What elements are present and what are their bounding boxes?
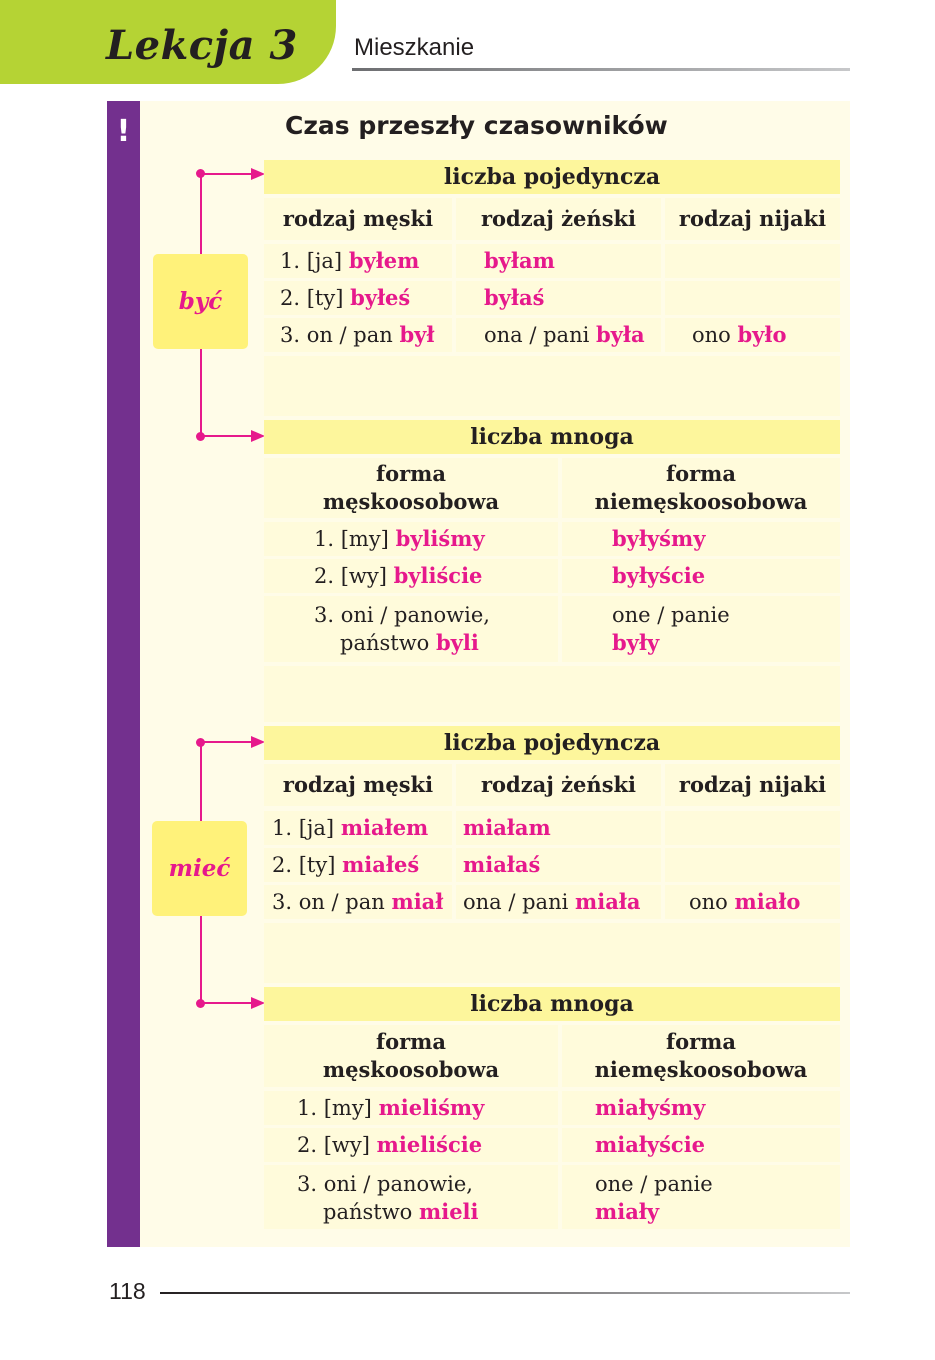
verb-label-miec: mieć <box>152 821 247 916</box>
connector-line <box>200 435 252 437</box>
column-header-masculine: rodzaj męski <box>264 198 452 240</box>
arrow-icon <box>251 430 265 442</box>
connector-line <box>200 1002 252 1004</box>
table-header-singular: liczba pojedyncza <box>264 160 840 194</box>
table-cell: miałam <box>456 811 661 845</box>
table-cell <box>665 811 840 845</box>
column-header-feminine: rodzaj żeński <box>456 764 661 806</box>
table-cell: one / panie były <box>562 596 840 662</box>
grammar-box-sidebar <box>107 101 140 1247</box>
column-header-non-masculine-personal: forma niemęskoosobowa <box>562 458 840 518</box>
table-cell: ona / pani była <box>456 318 661 352</box>
grammar-box-title: Czas przeszły czasowników <box>285 111 668 140</box>
arrow-icon <box>251 736 265 748</box>
table-cell: byłam <box>456 244 661 278</box>
table-cell: 2. [ty] miałeś <box>264 848 452 882</box>
table-cell: 1. [my] byliśmy <box>264 522 558 556</box>
table-cell: byłyście <box>562 559 840 593</box>
connector-line <box>200 173 252 175</box>
table-cell: 3. on / pan był <box>264 318 452 352</box>
table-cell: 2. [ty] byłeś <box>264 281 452 315</box>
table-cell <box>665 848 840 882</box>
table-cell: 3. on / pan miał <box>264 885 452 919</box>
page-number: 118 <box>109 1278 146 1304</box>
column-header-feminine: rodzaj żeński <box>456 198 661 240</box>
column-header-masculine-personal: forma męskoosobowa <box>264 458 558 518</box>
arrow-icon <box>251 168 265 180</box>
column-header-non-masculine-personal: forma niemęskoosobowa <box>562 1025 840 1087</box>
table-cell: 1. [ja] miałem <box>264 811 452 845</box>
table-cell: ono miało <box>665 885 840 919</box>
table-cell: 2. [wy] mieliście <box>264 1128 558 1162</box>
table-cell: 3. oni / panowie, państwo byli <box>264 596 558 662</box>
table-cell: one / panie miały <box>562 1165 840 1229</box>
table-cell: byłyśmy <box>562 522 840 556</box>
table-cell: ono było <box>665 318 840 352</box>
chapter-underline <box>352 68 850 71</box>
table-header-singular: liczba pojedyncza <box>264 726 840 760</box>
lesson-title: Lekcja 3 <box>106 22 298 69</box>
table-cell <box>665 244 840 278</box>
footer-line <box>160 1292 850 1294</box>
table-spacer <box>264 923 840 983</box>
table-cell: byłaś <box>456 281 661 315</box>
verb-label-byc: być <box>153 254 248 349</box>
table-cell <box>665 281 840 315</box>
chapter-title: Mieszkanie <box>354 34 475 61</box>
table-header-plural: liczba mnoga <box>264 987 840 1021</box>
connector-line <box>200 741 252 743</box>
table-cell: ona / pani miała <box>456 885 661 919</box>
table-spacer <box>264 666 840 722</box>
column-header-masculine: rodzaj męski <box>264 764 452 806</box>
column-header-masculine-personal: forma męskoosobowa <box>264 1025 558 1087</box>
table-spacer <box>264 356 840 416</box>
table-header-plural: liczba mnoga <box>264 420 840 454</box>
table-cell: 1. [ja] byłem <box>264 244 452 278</box>
column-header-neuter: rodzaj nijaki <box>665 764 840 806</box>
table-cell: 3. oni / panowie, państwo mieli <box>264 1165 558 1229</box>
table-cell: 1. [my] mieliśmy <box>264 1091 558 1125</box>
exclamation-icon: ! <box>116 114 131 149</box>
table-cell: 2. [wy] byliście <box>264 559 558 593</box>
arrow-icon <box>251 997 265 1009</box>
column-header-neuter: rodzaj nijaki <box>665 198 840 240</box>
table-cell: miałyśmy <box>562 1091 840 1125</box>
table-cell: miałyście <box>562 1128 840 1162</box>
table-cell: miałaś <box>456 848 661 882</box>
